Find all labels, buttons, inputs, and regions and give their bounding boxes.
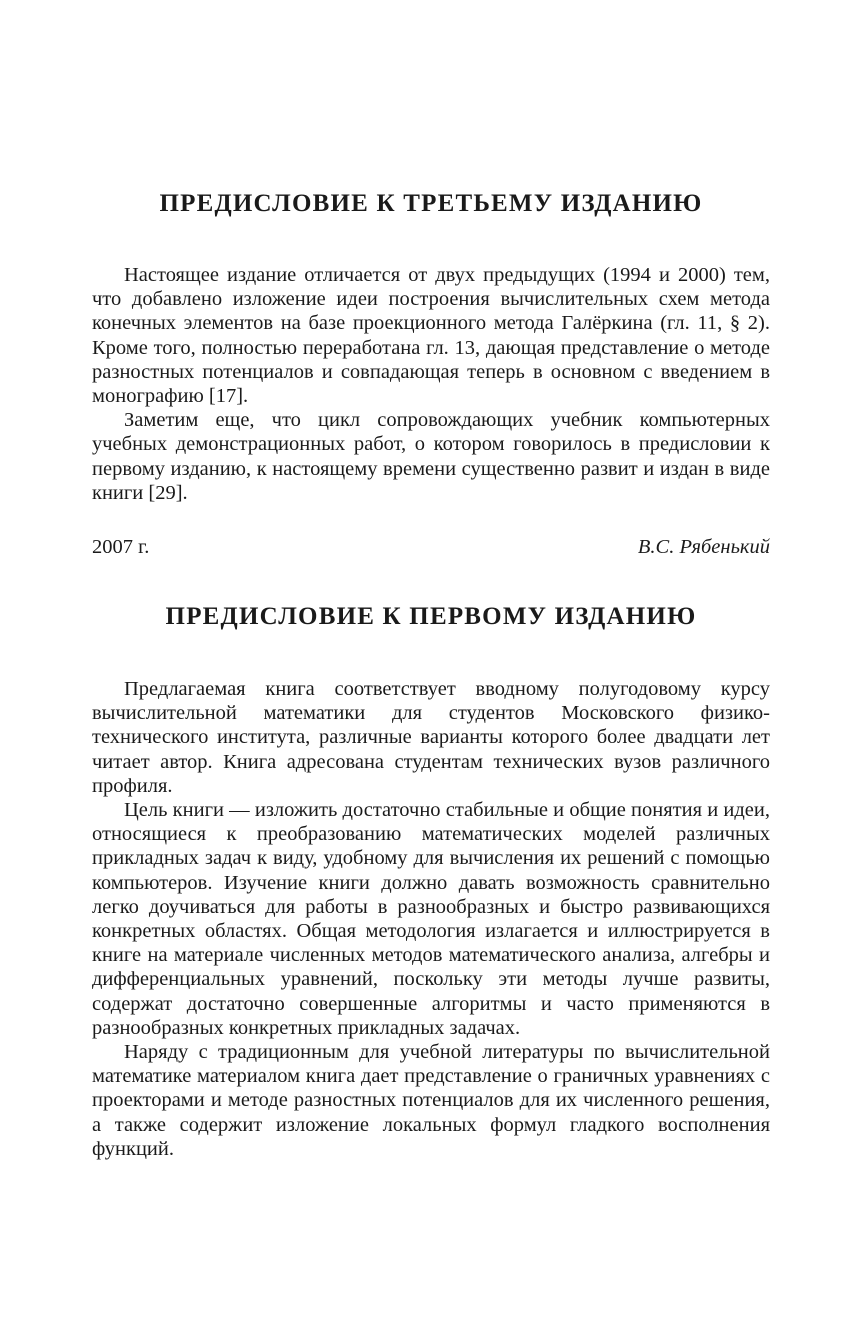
paragraph: Настоящее издание отличается от двух предыдущих (1994 и 2000) тем, что добавлено изложение идеи построения вычислительных схем метода конечных элементов на базе проекционного метода Галёркина (гл. 11, § 2). Кроме того, полностью переработана гл. 13, дающая представление о методе разностных потенциалов и совпадающая теперь в основном с введением в монографию [17]. [92,264,770,408]
paragraph: Предлагаемая книга соответствует вводному полугодовому курсу вычислительной математики для студентов Московского физико-технического института, различные варианты которого более двадцати лет читает автор. Книга адресована студентам технических вузов различного профиля. [92,678,770,797]
preface-third-body [92,263,770,505]
preface-author: В.С. Рябенький [637,536,770,558]
heading-preface-third-edition: ПРЕДИСЛОВИЕ К ТРЕТЬЕМУ ИЗДАНИЮ [159,190,703,217]
preface-date: 2007 г. [92,536,150,558]
heading-preface-first-edition: ПРЕДИСЛОВИЕ К ПЕРВОМУ ИЗДАНИЮ [165,603,697,630]
paragraph: Цель книги — изложить достаточно стабильные и общие понятия и идеи, относящиеся к преобразованию математических моделей различных прикладных задач к виду, удобному для вычисления их решений с помощью компьютеров. Изучение книги должно давать возможность сравнительно легко доучиваться для работы в разнообразных и быстро развивающихся конкретных областях. Общая методология излагается и иллюстрируется в книге на материале численных методов математического анализа, алгебры и дифференциальных уравнений, поскольку эти методы лучше развиты, содержат достаточно совершенные алгоритмы и часто применяются в разнообразных конкретных прикладных задачах. [92,799,770,1039]
preface-first-body [92,677,770,1161]
paragraph: Наряду с традиционным для учебной литературы по вычислительной математике материалом книга дает представление о граничных уравнениях с проекторами и методе разностных потенциалов для их численного решения, а также содержит изложение локальных формул гладкого восполнения функций. [92,1041,770,1160]
paragraph: Заметим еще, что цикл сопровождающих учебник компьютерных учебных демонстрационных работ, о котором говорилось в предисловии к первому изданию, к настоящему времени существенно развит и издан в виде книги [29]. [92,409,770,504]
signature-row [92,536,770,559]
